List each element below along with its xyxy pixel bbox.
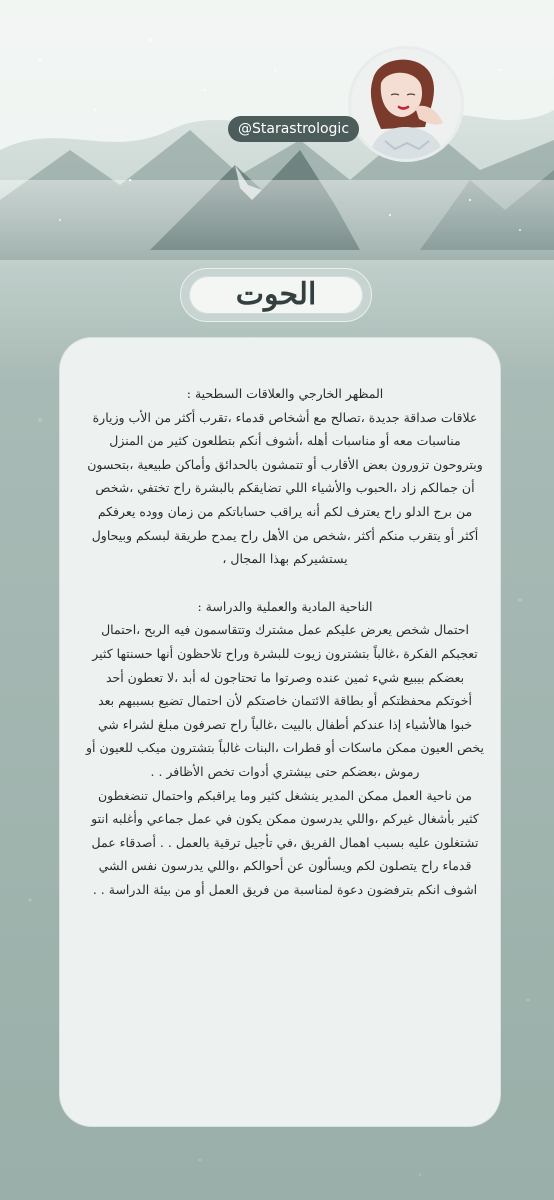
page-title: الحوت (235, 277, 317, 312)
section-heading: المظهر الخارجي والعلاقات السطحية : (186, 386, 384, 401)
title-plate (180, 268, 372, 322)
section-appearance-relations (86, 382, 484, 571)
section-paragraph: من ناحية العمل ممكن المدير ينشغل كثير وما يراقبكم واحتمال تنضغطون كثير بأشغال غيركم ،واللي يدرسون ممكن يكون في عمل جماعي وأغلبه انتو تشتغلون عليه بسبب اهمال الفريق ،في تأجيل ترقية بالعمل . . أصدقاء عمل قدماء راح يتصلون لكم ويسألون عن أحوالكم ،واللي يدرسون نفس الشي اشوف انكم بترفضون دعوة لمناسبة من فريق العمل أو من بيئة الدراسة . . (91, 787, 479, 897)
section-paragraph: احتمال شخص يعرض عليكم عمل مشترك وتتقاسمون فيه الربح ،احتمال تعجبكم الفكرة ،غالباً بتشترون زيوت للبشرة وراح تلاحظون أنها حسنتها كثير بعضكم بيبيع شيء ثمين عنده وصرتوا ما تحتاجون له أبد ،لا تعطون أحد أخوتكم محفظتكم أو بطاقة الائتمان خاصتكم لأن احتمال تضيع بسببهم بعد خبوا هالأشياء إذا عندكم أطفال بالبيت ،غالباً راح تصرفون مبلغ لشراء شي يخص العيون ممكن ماسكات أو قطرات ،البنات غالباً بتشترون ميكب للعيون أو رموش ،بعضكم حتى بيشتري أدوات تخص الأظافر . . (86, 622, 484, 779)
avatar (348, 46, 464, 162)
section-spacer (86, 571, 484, 595)
section-paragraph: علاقات صداقة جديدة ،تصالح مع أشخاص قدماء ،تقرب أكثر من الأب وزيارة مناسبات معه أو مناسبات أهله ،أشوف أنكم بتطلعون كثير من المنزل وبتروحون تزورون بعض الأقارب أو تتمشون بالحدائق وأماكن طبيعية ،بتحسون أن جمالكم زاد ،الحبوب والأشياء اللي تضايقكم بالبشرة راح تختفي ،شخص من برج الدلو راح يعترف لكم أنه يراقب حساباتكم من زمان ووده يعرفكم أكثر أو يتقرب منكم أكثر ،شخص من الأهل راح يمدح طريقة لبسكم وبيحاول يستشيركم بهذا المجال ، (87, 409, 483, 567)
portrait-image (351, 49, 461, 159)
username-badge: @Starastrologic (228, 116, 359, 142)
horoscope-content (86, 382, 484, 901)
section-heading: الناحية المادية والعملية والدراسة : (197, 598, 373, 614)
section-finance-work-study (86, 595, 484, 902)
title-inner (189, 276, 363, 314)
